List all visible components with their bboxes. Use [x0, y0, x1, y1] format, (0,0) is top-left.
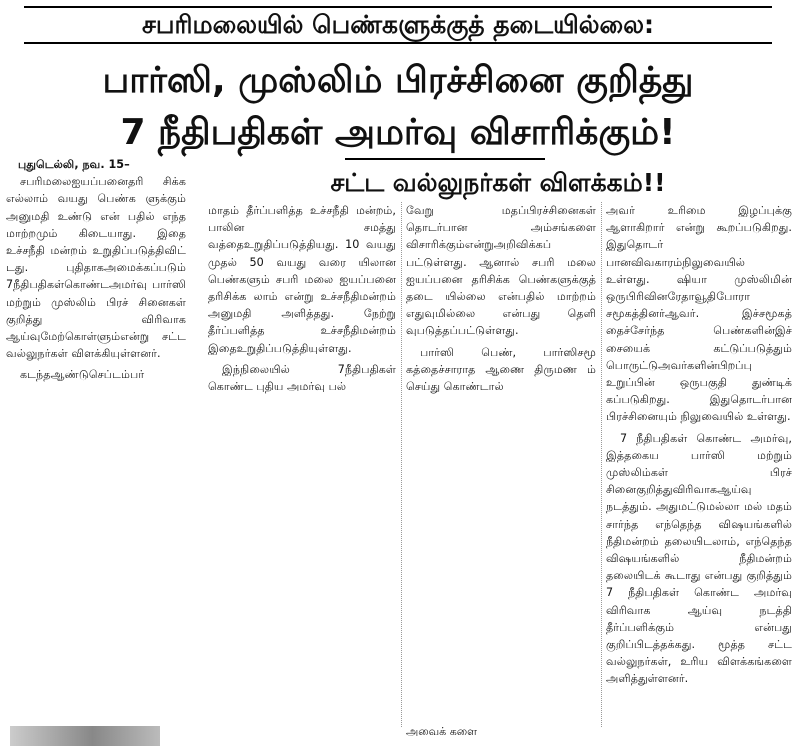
column-1-paragraph: சபரிமலைஐயப்பனைதரி சிக்க எல்லாம் வயது பெண்க ளுக்கும் அனுமதி உண்டு என் பதில் எந்த மாற்றமும் கிடையாது. இதை உச்சநீதி மன்றம் உறுதிப்படுத்திவிட் டது. புதிதாகஅமைக்கப்படும் 7நீதிபதிகள்கொண்டஅமர்வு பார்ஸி மற்றும் முஸ்லிம் பிரச் சினைகள் குறித்து விரிவாக ஆய்வுமேற்கொள்ளும்என்று சட்ட வல்லுநர்கள் விளக்கியுள்ளனர். — [6, 175, 186, 361]
column-divider — [401, 202, 402, 727]
subheadline: சட்ட வல்லுநர்கள் விளக்கம்!! — [330, 168, 666, 197]
column-2-paragraph: மாதம் தீர்ப்பளித்த உச்சநீதி மன்றம், பாலின சமத்து வத்தைஉறுதிப்படுத்தியது. 10 வயது முதல் 50 வயது வரை யிலான பெண்களும் சபரி மலை ஐயப்பனை தரிசிக்க லாம் என்று உச்சநீதிமன்றம் அனுமதி அளித்தது. நேற்று தீர்ப்பளித்த உச்சநீதிமன்றம் இதைஉறுதிப்படுத்தியுள்ளது. — [208, 204, 396, 355]
headline-line-1: பார்ஸி, முஸ்லிம் பிரச்சினை குறித்து — [102, 60, 694, 101]
footer-text-fragment: அவைக் களை — [406, 725, 478, 738]
column-2-paragraph: இந்நிலையில் 7நீதிபதிகள் கொண்ட புதிய அமர்வு பல் — [208, 362, 396, 394]
column-4-paragraph: அவர் உரிமை இழப்புக்கு ஆளாகிறார் என்று கூறப்படுகிறது. இதுதொடர் பானவிவகாரம்நிலுவையில் உள்ளது. ஷியா முஸ்லிமின் ஒருபிரிவினரேதாவூதிபோரா சமூகத்தினர்ஆவர். இச்சமூகத் தைச்சேர்ந்த பெண்களின்இச் சையைக் கட்டுப்படுத்தும் பொருட்டுஅவர்களின்பிறப்பு உறுப்பின் ஒருபகுதி துண்டிக் கப்படுகிறது. இதுதொடர்பான பிரச்சினையும் நிலுவையில் உள்ளது. — [606, 204, 792, 424]
cropped-photo — [10, 726, 160, 746]
column-1-paragraph: கடந்தஆண்டுசெப்டம்பர் — [20, 368, 145, 382]
dateline: புதுடெல்லி, நவ. 15– — [18, 158, 130, 171]
column-divider — [601, 202, 602, 727]
column-3-paragraph: பார்ஸி பெண், பார்ஸிசமூ கத்தைச்சாராத ஆணை திருமண ம் செய்து கொண்டால் — [406, 345, 596, 394]
article-column-1 — [6, 156, 186, 384]
article-column-4 — [606, 202, 792, 688]
column-4-paragraph: 7 நீதிபதிகள் கொண்ட அமர்வு, இத்தகைய பார்ஸி மற்றும் முஸ்லிம்கள் பிரச் சினைகுறித்துவிரிவாகஆய்வு நடத்தும். அதுமட்டுமல்லா மல் மதம் சார்ந்த எந்தெந்த விஷயங்களில் நீதிமன்றம் தலையிடலாம், எந்தெந்த விஷயங்களில் நீதிமன்றம் தலையிடக் கூடாது என்பது குறித்தும் 7 நீதிபதிகள் கொண்ட அமர்வு விரிவாக ஆய்வு நடத்தி தீர்ப்பளிக்கும் என்பது குறிப்பிடத்தக்கது. மூத்த சட்ட வல்லுநர்கள், உரிய விளக்கங்களை அளித்துள்ளனர். — [606, 431, 792, 686]
article-column-3 — [406, 202, 596, 395]
column-3-paragraph: வேறு மதப்பிரச்சினைகள் தொடர்பான அம்சங்களை விசாரிக்கும்என்றுஅறிவிக்கப் பட்டுள்ளது. ஆனால் சபரி மலை ஐயப்பனை தரிசிக்க பெண்களுக்குத் தடை யில்லை என்பதில் மாற்றம் எதுவுமில்லை என்பது தெளி வுபடுத்தப்பட்டுள்ளது. — [406, 204, 596, 338]
headline-line-2: 7 நீதிபதிகள் அமர்வு விசாரிக்கும்! — [120, 112, 676, 153]
headline-rule — [345, 158, 545, 160]
article-column-2 — [208, 202, 396, 395]
kicker-headline: சபரிமலையில் பெண்களுக்குத் தடையில்லை: — [24, 6, 772, 44]
